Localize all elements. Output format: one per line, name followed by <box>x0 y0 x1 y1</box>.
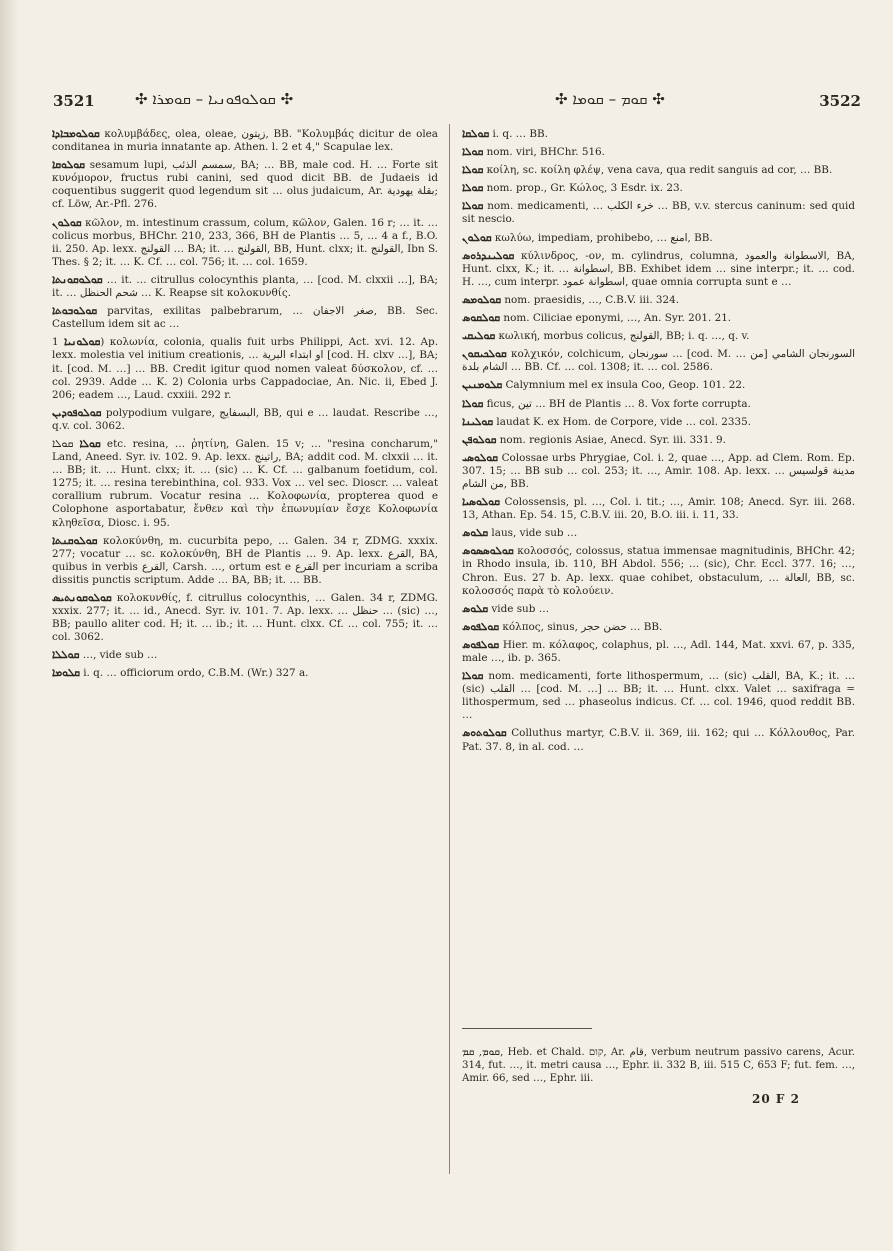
headword: ܩܘܠܘܣܝܐ <box>462 496 500 509</box>
entry-text: nom. prop., Gr. Κώλος, 3 Esdr. ix. 23. <box>486 182 683 195</box>
headword: ܩܘܠܘܩܐ <box>52 159 85 172</box>
headword: ܩܘܠܘܢ <box>462 231 492 244</box>
entry-text: κολχικόν, colchicum, سورنجان … [cod. M. … السورنجان الشامي [من الشام بلدة … BB. Cf. … col. 1308; it. … col. 2586. <box>462 348 855 374</box>
entry-text: nom. Ciliciae eponymi, …, An. Syr. 201. 21. <box>503 312 732 325</box>
headword: ܩܘܠܘܢ <box>52 216 82 229</box>
entry-text: κολοκύνθη, m. cucurbita pepo, … Galen. 34 r, ZDMG. xxxix. 277; vocatur … sc. κολοκύνθη, BH de Plantis … 9. Ap. lexx. القرع, BA, quibus in verbis القرع, Carsh. …, ortum est e القرع per incuriam a scriba dissitis punctis scriptum. Adde … BA, BB; it. … BB. <box>52 534 439 586</box>
entry-text: polypodium vulgare, البسفايج, BB, qui e … laudat. Rescribe …, q.v. col. 3062. <box>52 406 438 432</box>
headword: ܩܘܠܦܘܣ <box>462 638 500 651</box>
entry-text: nom. regionis Asiae, Anecd. Syr. iii. 331. 9. <box>499 433 726 446</box>
dictionary-entry <box>52 336 438 401</box>
headword: ܩܠܘܣ <box>462 527 489 540</box>
entry-text: κύλινδρος, -ον, m. cylindrus, columna, الاسطوانة والعمود, BA, Hunt. clxx, K.; it. … اسطوانة, BB. Exhibet idem … sine interpr.; it. … cod. H. …, cum interpr. اسطوانة عمود, quae omnia corrupta sunt e … <box>462 249 855 288</box>
entry-text: laudat K. ex Hom. de Corpore, vide … col. 2335. <box>496 415 752 428</box>
entry-text: 1) κολωνία, colonia, qualis fuit urbs Philippi, Act. xvi. 12. Ap. lexx. molestia vel initium creationis, … او ابتداء البرية [cod. H. clxv …], BA; it. [cod. M. …] … BB. Credit igitur quod nomen valeat δύσκολον, cf. … col. 2939. Adde … K. 2) Colonia urbs Cappadociae, An. Nic. ii, Ebed J. 206; eadem …, Laud. cxxiii. 292 r. <box>52 336 439 401</box>
headword: ܩܘܠܘܩܘܢܬܐ <box>52 273 103 286</box>
dictionary-entry <box>52 305 438 331</box>
dictionary-entry <box>52 649 438 662</box>
dictionary-entry <box>52 128 438 154</box>
dictionary-entry <box>52 438 438 530</box>
dictionary-entry <box>462 727 855 753</box>
dictionary-entry <box>462 128 855 141</box>
dictionary-entry <box>52 159 438 211</box>
entry-text: Hier. m. κόλαφος, colaphus, pl. …, Adl. 144, Mat. xxvi. 67, p. 335, male …, ib. p. 365. <box>462 638 855 664</box>
right-running-title: ✣ ܩܘܡ – ܩܘܡܐ ✣ <box>555 90 665 108</box>
headword: ܩܘܠܘܡܣ <box>462 293 501 306</box>
headword: ܩܘܠܘܦܢ <box>462 433 497 446</box>
dictionary-entry <box>52 535 438 587</box>
printer-signature: 20 F 2 <box>752 1092 800 1106</box>
dictionary-entry <box>52 217 438 269</box>
dictionary-entry <box>462 294 855 307</box>
headword: ܩܘܠܘܡܒܐܕܐ <box>52 128 100 140</box>
left-page-number: 3521 <box>53 92 95 110</box>
dictionary-entry <box>462 164 855 177</box>
page-header <box>0 0 893 110</box>
entry-text: κωλύω, impediam, prohibebo, … امنع, BB. <box>494 231 713 244</box>
dictionary-entry <box>462 312 855 325</box>
dictionary-entry <box>462 232 855 245</box>
entry-text: κολοκυνθίς, f. citrullus colocynthis, … Galen. 34 r, ZDMG. xxxix. 277; it. … id., Anecd. Syr. iv. 101. 7. Ap. lexx. … حنظل … (sic) …, BB; paullo aliter cod. H; it. … ib.; it. … Hunt. clxx. Cf. … col. 755; it. … col. 3062. <box>52 592 439 644</box>
entry-text: laus, vide sub … <box>491 527 578 540</box>
headword: ܩܘܠܐ <box>79 437 101 450</box>
dictionary-entry <box>462 603 855 616</box>
headword: ܩܘܠܟܝܩܘܢ <box>462 348 507 361</box>
entry-text: … it. … citrullus colocynthis planta, … [cod. M. clxxii …], BA; it. … شحم الحنظل … K. Reapse sit κολοκυνθίς. <box>52 273 438 300</box>
dictionary-entry <box>52 592 438 644</box>
dictionary-entry <box>462 670 855 722</box>
entry-text: κωλική, morbus colicus, القولنج, BB; i. q. …, q. v. <box>498 330 750 343</box>
entry-text: …, vide sub … <box>82 649 158 662</box>
dictionary-entry <box>462 621 855 634</box>
headword: ܩܘܠܩܘܣ <box>462 312 501 325</box>
column-divider <box>449 124 450 1174</box>
dictionary-entry <box>462 452 855 491</box>
dictionary-entry <box>462 182 855 195</box>
headword: ܩܘܠܦܘܣ <box>462 620 500 633</box>
dictionary-entry <box>462 330 855 343</box>
right-page-number: 3522 <box>819 92 861 110</box>
entry-text: i. q. … officiorum ordo, C.B.M. (Wr.) 327 a. <box>83 667 309 680</box>
entry-text: ficus, تين … BH de Plantis … 8. Vox forte corrupta. <box>486 397 751 410</box>
left-column <box>52 128 438 686</box>
right-column <box>462 128 855 759</box>
headword: ܩܘܠܘܦܘܕܝܢ <box>52 406 102 419</box>
entry-text: Calymnium mel ex insula Coo, Geop. 101. 22. <box>505 379 746 392</box>
headword: ܩܘܠܘܩܢܬܐ <box>52 534 98 547</box>
entry-text: Colluthus martyr, C.B.V. ii. 369, iii. 162; qui … Κόλλουθος, Par. Pat. 37. 8, in al. cod. … <box>462 727 855 753</box>
dictionary-entry <box>462 200 855 226</box>
headword: ܩܘܠܝܩܝ <box>462 330 496 343</box>
dictionary-entry <box>462 250 855 289</box>
headword: ܩܘܠܝܢܕܪܘܣ <box>462 249 515 262</box>
entry-text: κῶλον, m. intestinum crassum, colum, κῶλον, Galen. 16 r; … it. … colicus morbus, BHChr. 210, 233, 366, BH de Plantis … 5, … 4 a f., B.O. ii. 250. Ap. lexx. القولنج … BA; it. … القولنج, BB, Hunt. clxx; it. القولنج, Ibn S. Thes. § 2; it. … K. Cf. … col. 756; it. … col. 1659. <box>52 216 438 268</box>
entry-text: κοίλη, sc. κοίλη φλέψ, vena cava, qua redit sanguis ad cor, … BB. <box>486 164 833 177</box>
footnote-divider <box>462 1028 592 1029</box>
headword: ܩܘܠܐ <box>462 200 484 213</box>
entry-text: i. q. … BB. <box>492 128 548 140</box>
dictionary-entry <box>462 496 855 522</box>
entry-text: nom. viri, BHChr. 516. <box>486 146 605 159</box>
entry-text: κολοσσός, colossus, statua immensae magnitudinis, BHChr. 42; in Rhodo insula, ib. 110, BH Abdol. 556; … (sic), Chr. Eccl. 377. 16; …, Chron. Eus. 27 b. Ap. lexx. quae cohibet, obstaculum, … العالة, BB, sc. κολοσσός παρὰ τὸ κολούειν. <box>462 545 856 597</box>
headword: ܩܘܠܝܢܐ <box>462 415 494 428</box>
dictionary-entry <box>52 667 438 680</box>
headword: ܩܘܠܐ <box>462 397 484 410</box>
entry-text: κόλπος, sinus, حضن حجر … BB. <box>502 620 663 633</box>
entry-text: nom. praesidis, …, C.B.V. iii. 324. <box>504 293 680 306</box>
entry-text: vide sub … <box>491 602 550 615</box>
dictionary-entry <box>462 434 855 447</box>
headword: ܩܠܘܡܐ <box>52 667 80 680</box>
headword: ܩܘܠܩܐ <box>462 128 490 140</box>
left-running-title: ✣ ܩܘܠܘܦܘܢܝܐ – ܩܘܡܪܐ ✣ <box>135 90 294 108</box>
dictionary-entry <box>462 416 855 429</box>
dictionary-entry <box>462 146 855 159</box>
dictionary-entry <box>462 348 855 374</box>
entry-text: nom. medicamenti, … خرء الكلب … BB, v.v. stercus caninum: sed quid sit nescio. <box>462 200 856 226</box>
headword: ܩܘܠܘܣܝ <box>462 451 498 464</box>
headword: ܩܠܘܡܢܝܢ <box>462 379 503 392</box>
dictionary-entry <box>52 274 438 300</box>
dictionary-entry <box>52 407 438 433</box>
entry-text: Colossae urbs Phrygiae, Col. i. 2, quae …, App. ad Clem. Rom. Ep. 307. 15; … BB sub … col. 253; it. …, Amir. 108. Ap. lexx. … مدينة قولسيس من الشام, BB. <box>462 451 855 490</box>
dictionary-entry <box>462 398 855 411</box>
headword: ܩܘܠܘܬܘܣ <box>462 727 507 740</box>
dictionary-entry <box>462 379 855 392</box>
dictionary-entry <box>462 545 855 597</box>
headword: ܩܘܠܘܢܝܐ <box>64 336 101 349</box>
entry-text: Colossensis, pl. …, Col. i. tit.; …, Amir. 108; Anecd. Syr. iii. 268. 13, Athan. Ep. 54. 15, C.B.V. iii. 20, B.O. iii. i. 11, 33. <box>462 496 855 522</box>
headword: ܩܘܠܐ <box>462 146 484 159</box>
headword: ܩܘܠܘܣܣܘܣ <box>462 545 514 558</box>
headword: ܩܘܠܠܐ <box>52 649 80 662</box>
headword: ܩܘܠܘܩܘܢܬܝܣ <box>52 592 112 604</box>
dictionary-entry <box>462 639 855 665</box>
footnote: ܩܘܡ, ܩܡ, Heb. et Chald. קום, Ar. قام, verbum neutrum passivo carens, Acur. 314, fut. …, it. metri causa …, Ephr. ii. 332 B, iii. 515 C, 653 F; fut. fem. …, Amir. 66, sed …, Ephr. iii. <box>462 1047 856 1085</box>
headword: ܩܘܠܐ <box>462 670 484 683</box>
entry-text: κολυμβάδες, olea, oleae, زيتون, BB. "Κολυμβάς dicitur de olea conditanea in muria innatante ap. Athen. l. 2 et 4," Scapulae lex. <box>52 128 438 154</box>
page-edge-shadow <box>0 0 18 1251</box>
entry-text: nom. medicamenti, forte lithospermum, … (sic) القلب, BA, K.; it. … (sic) القلب … [cod. M. …] … BB; it. … Hunt. clxx. Valet … saxifraga = lithospermum, sed … phaseolus indicus. Cf. … col. 1946, quod reddit BB. … <box>462 670 856 722</box>
entry-text: parvitas, exilitas palbebrarum, … صغر الاجفان, BB. Sec. Castellum idem sit ac … <box>52 305 438 331</box>
headword: ܩܘܠܘܒܘܬܐ <box>52 305 98 318</box>
headword: ܩܠܘܣ <box>462 602 489 615</box>
entry-text: sesamum lupi, سمسم الذئب, BA; … BB, male cod. H. … Forte sit κυνόμορον, fructus rubi canini, sed quod dicit BB. de Judaeis id coquentibus suggerit quod legendum sit … olus judaicum, Ar. بقلة يهودية; cf. Löw, Ar.-Pfl. 276. <box>52 159 438 211</box>
entry-text: ܩܘܠܐ etc. resina, … ῥητίνη, Galen. 15 v; … "resina concharum," Land, Aneed. Syr. iv. 102. 9. Ap. lexx. راتينج, BA; addit cod. M. clxxii … it. … BB; it. … Hunt. clxx; it. … (sic) … K. Cf. … galbanum foetidum, col. 1275; it. … resina terebinthina, col. 933. Vox … vel sec. Dioscr. … valeat corallium rubrum. Vocatur resina … Κολοφωνία, propterea quod e Colophone asportabatur, ἔνθεν καὶ τὴν ἐπωνυμίαν ἔσχε Κολοφωνία κληθεῖσα, Diosc. i. 95. <box>52 437 439 529</box>
dictionary-entry <box>462 527 855 540</box>
headword: ܩܘܠܐ <box>462 164 484 177</box>
headword: ܩܘܠܐ <box>462 182 484 195</box>
